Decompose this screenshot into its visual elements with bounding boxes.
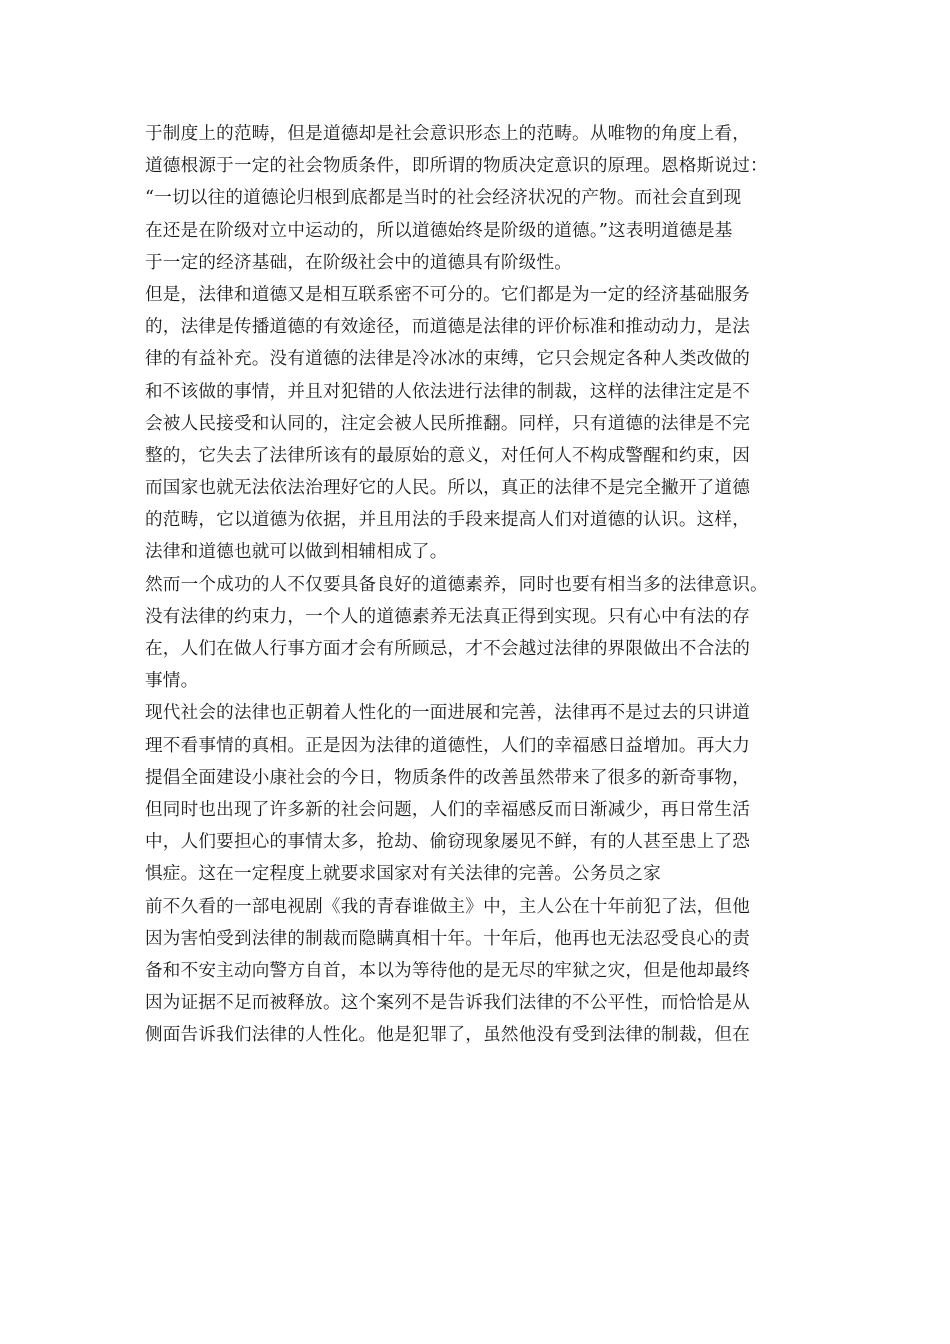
text-line: 的范畴，它以道德为依据，并且用法的手段来提高人们对道德的认识。这样， <box>145 510 750 531</box>
text-line: 和不该做的事情，并且对犯错的人依法进行法律的制裁，这样的法律注定是不 <box>145 381 750 402</box>
text-line: 现代社会的法律也正朝着人性化的一面进展和完善，法律再不是过去的只讲道 <box>145 703 750 724</box>
text-line: 因为害怕受到法律的制裁而隐瞒真相十年。十年后，他再也无法忍受良心的责 <box>145 928 750 949</box>
text-line: 而国家也就无法依法治理好它的人民。所以，真正的法律不是完全撇开了道德 <box>145 478 750 499</box>
text-line: 律的有益补充。没有道德的法律是冷冰冰的束缚，它只会规定各种人类改做的 <box>145 349 750 370</box>
text-line: 惧症。这在一定程度上就要求国家对有关法律的完善。公务员之家 <box>145 864 662 885</box>
text-line: 于制度上的范畴，但是道德却是社会意识形态上的范畴。从唯物的角度上看， <box>145 124 750 144</box>
text-line: 提倡全面建设小康社会的今日，物质条件的改善虽然带来了很多的新奇事物， <box>145 767 750 788</box>
text-line: 在，人们在做人行事方面才会有所顾忌，才不会越过法律的界限做出不合法的 <box>145 639 750 659</box>
text-line: 但同时也出现了许多新的社会问题，人们的幸福感反而日渐减少，再日常生活 <box>145 799 750 820</box>
text-line: 备和不安主动向警方自首，本以为等待他的是无尽的牢狱之灾，但是他却最终 <box>145 960 750 981</box>
text-line: 但是，法律和道德又是相互联系密不可分的。它们都是为一定的经济基础服务 <box>145 284 750 305</box>
text-line: 的，法律是传播道德的有效途径，而道德是法律的评价标准和推动动力，是法 <box>145 317 750 338</box>
text-line: 在还是在阶级对立中运动的，所以道德始终是阶级的道德。”这表明道德是基 <box>145 220 733 241</box>
text-line: 然而一个成功的人不仅要具备良好的道德素养，同时也要有相当多的法律意识。 <box>145 574 768 595</box>
text-line: 整的，它失去了法律所该有的最原始的意义，对任何人不构成警醒和约束，因 <box>145 445 750 466</box>
text-line: “一切以往的道德论归根到底都是当时的社会经济状况的产物。而社会直到现 <box>145 188 742 209</box>
text-line: 道德根源于一定的社会物质条件，即所谓的物质决定意识的原理。恩格斯说过： <box>145 156 768 177</box>
text-line: 事情。 <box>145 671 199 692</box>
text-line: 中，人们要担心的事情太多，抢劫、偷窃现象屡见不鲜，有的人甚至患上了恐 <box>145 832 750 853</box>
text-line: 会被人民接受和认同的，注定会被人民所推翻。同样，只有道德的法律是不完 <box>145 413 750 434</box>
text-line: 于一定的经济基础，在阶级社会中的道德具有阶级性。 <box>145 252 573 273</box>
text-line: 法律和道德也就可以做到相辅相成了。 <box>145 542 448 563</box>
text-line: 因为证据不足而被释放。这个案列不是告诉我们法律的不公平性，而恰恰是从 <box>145 993 750 1014</box>
text-line: 侧面告诉我们法律的人性化。他是犯罪了，虽然他没有受到法律的制裁，但在 <box>145 1025 750 1046</box>
text-line: 没有法律的约束力，一个人的道德素养无法真正得到实现。只有心中有法的存 <box>145 606 750 627</box>
document-body <box>145 118 817 1051</box>
text-line: 理不看事情的真相。正是因为法律的道德性，人们的幸福感日益增加。再大力 <box>145 735 750 756</box>
text-line: 前不久看的一部电视剧《我的青春谁做主》中，主人公在十年前犯了法，但他 <box>145 896 750 917</box>
